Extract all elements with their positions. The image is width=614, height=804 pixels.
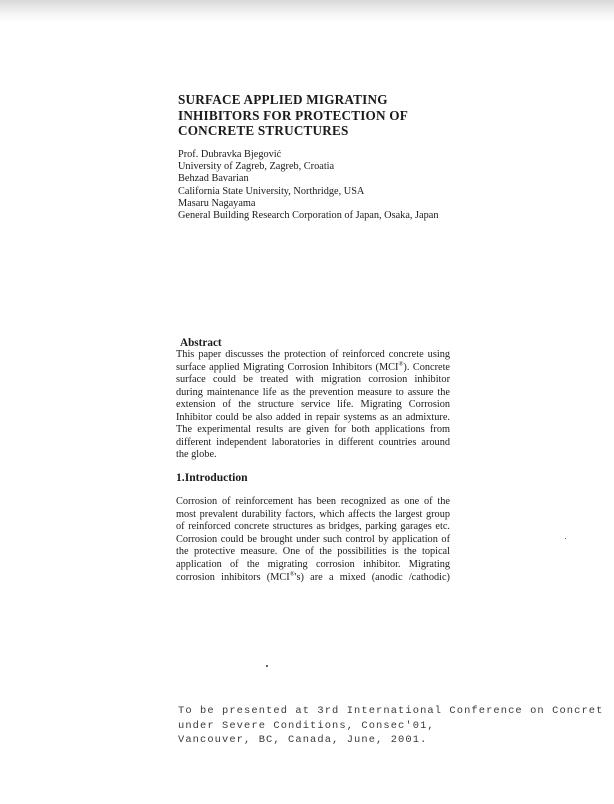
note-line: Vancouver, BC, Canada, June, 2001. [178,734,428,747]
introduction-line: the protective measure. One of the possibilities is the topical [176,546,450,558]
abstract-heading: Abstract [180,337,222,349]
title-line: SURFACE APPLIED MIGRATING [178,92,388,107]
abstract-line: surface could be treated with migration corrosion inhibitor [176,374,450,385]
note-line: To be presented at 3rd International Conference on Concret [178,705,604,717]
abstract-line: the globe. [176,449,217,460]
registered-mark: ® [289,570,295,578]
registered-mark: ® [398,360,404,368]
author-affiliation: California State University, Northridge, USA [178,185,365,197]
title-line: CONCRETE STRUCTURES [178,123,349,138]
abstract-line: This paper discusses the protection of reinforced concrete using [176,349,450,360]
abstract-line: different independent laboratories in different countries around [176,436,450,448]
introduction-text [176,496,450,584]
scan-speck [266,665,268,667]
paper-title [178,92,438,139]
scan-speck [565,538,566,539]
introduction-heading: 1.Introduction [176,471,248,484]
author-block [178,149,439,222]
abstract-line: during maintenance life as the prevention measure to assure the [176,386,450,398]
presentation-note [178,704,614,748]
title-line: INHIBITORS FOR PROTECTION OF [178,107,408,123]
abstract-line: extension of the structure service life. Migrating Corrosion [176,399,450,410]
author-affiliation: University of Zagreb, Zagreb, Croatia [178,161,335,173]
author-affiliation: General Building Research Corporation of Japan, Osaka, Japan [178,210,439,222]
introduction-line: Corrosion could be brought under such control by application of [176,533,450,545]
note-line: under Severe Conditions, Consec'01, [178,719,435,732]
introduction-line: of reinforced concrete structures as bridges, parking garages etc. [176,521,450,533]
introduction-line: application of the migrating corrosion inhibitor. Migrating [176,558,450,570]
introduction-line: corrosion inhibitors (MCI®'s) are a mixed (anodic /cathodic) [176,570,450,583]
author-name: Masaru Nagayama [178,197,256,209]
abstract-line: Inhibitor could be also added in repair systems as an admixture. [176,411,450,423]
abstract-line: surface applied Migrating Corrosion Inhibitors (MCI®). Concrete [176,360,450,373]
introduction-line: Corrosion of reinforcement has been recognized as one of the [176,496,450,507]
abstract-text [176,349,450,462]
scan-top-edge [0,0,614,22]
author-name: Behzad Bavarian [178,173,249,185]
abstract-line: The experimental results are given for both applications from [176,424,450,435]
introduction-line: most prevalent durability factors, which affects the largest group [176,508,450,520]
author-name: Prof. Dubravka Bjegović [178,149,282,160]
